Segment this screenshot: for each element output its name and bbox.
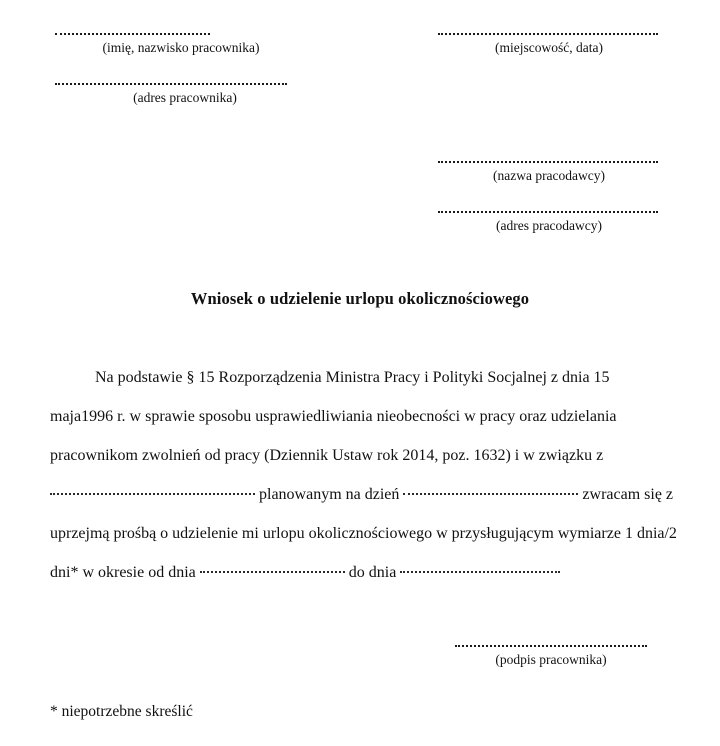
body-line-6-mid-text: do dnia bbox=[348, 564, 397, 581]
body-line-4-end-text: zwracam się z bbox=[582, 486, 674, 503]
employee-name-dotted-line[interactable] bbox=[55, 33, 210, 35]
event-name-dotted-field[interactable] bbox=[50, 493, 255, 495]
leave-start-date-dotted-field[interactable] bbox=[200, 571, 345, 573]
body-line-3 bbox=[50, 436, 670, 475]
city-date-caption: (miejscowość, data) bbox=[495, 40, 603, 55]
employee-name-field-block bbox=[55, 33, 295, 57]
body-line-5-text: uprzejmą prośbą o udzielenie mi urlopu okolicznościowego w przysługującym wymiarze 1 dnia/2 bbox=[50, 525, 677, 542]
employer-address-field-block bbox=[438, 211, 660, 235]
event-date-dotted-field[interactable] bbox=[403, 493, 578, 495]
document-body bbox=[50, 358, 677, 592]
signature-field-block bbox=[455, 645, 647, 669]
employer-name-field-block bbox=[438, 161, 660, 185]
employee-address-caption: (adres pracownika) bbox=[133, 90, 237, 105]
body-line-4-mid-text: planowanym na dzień bbox=[259, 486, 400, 503]
body-line-6 bbox=[50, 553, 670, 592]
signature-dotted-line[interactable] bbox=[455, 645, 647, 647]
footnote-text: * niepotrzebne skreślić bbox=[50, 703, 193, 720]
city-date-dotted-line[interactable] bbox=[438, 33, 658, 35]
employee-name-caption: (imię, nazwisko pracownika) bbox=[102, 40, 260, 55]
body-line-5 bbox=[50, 514, 677, 553]
body-line-3-text: pracownikom zwolnień od pracy (Dziennik Ustaw rok 2014, poz. 1632) i w związku z bbox=[50, 447, 604, 464]
signature-caption: (podpis pracownika) bbox=[495, 652, 607, 667]
document-title: Wniosek o udzielenie urlopu okolicznościowego bbox=[190, 289, 530, 308]
employer-name-dotted-line[interactable] bbox=[438, 161, 658, 163]
body-line-1-text: Na podstawie § 15 Rozporządzenia Ministra Pracy i Polityki Socjalnej z dnia 15 bbox=[95, 369, 610, 386]
body-line-2 bbox=[50, 397, 670, 436]
body-line-2-text: maja1996 r. w sprawie sposobu usprawiedliwiania nieobecności w pracy oraz udzielania bbox=[50, 408, 617, 425]
body-line-1 bbox=[50, 358, 670, 397]
employer-name-caption: (nazwa pracodawcy) bbox=[492, 168, 606, 183]
employee-address-field-block bbox=[55, 83, 291, 107]
employer-address-caption: (adres pracodawcy) bbox=[495, 218, 603, 233]
leave-end-date-dotted-field[interactable] bbox=[400, 571, 560, 573]
employee-address-dotted-line[interactable] bbox=[55, 83, 287, 85]
body-line-6-start-text: dni* w okresie od dnia bbox=[50, 564, 196, 581]
body-line-4 bbox=[50, 475, 674, 514]
city-date-field-block bbox=[438, 33, 660, 57]
employer-address-dotted-line[interactable] bbox=[438, 211, 658, 213]
